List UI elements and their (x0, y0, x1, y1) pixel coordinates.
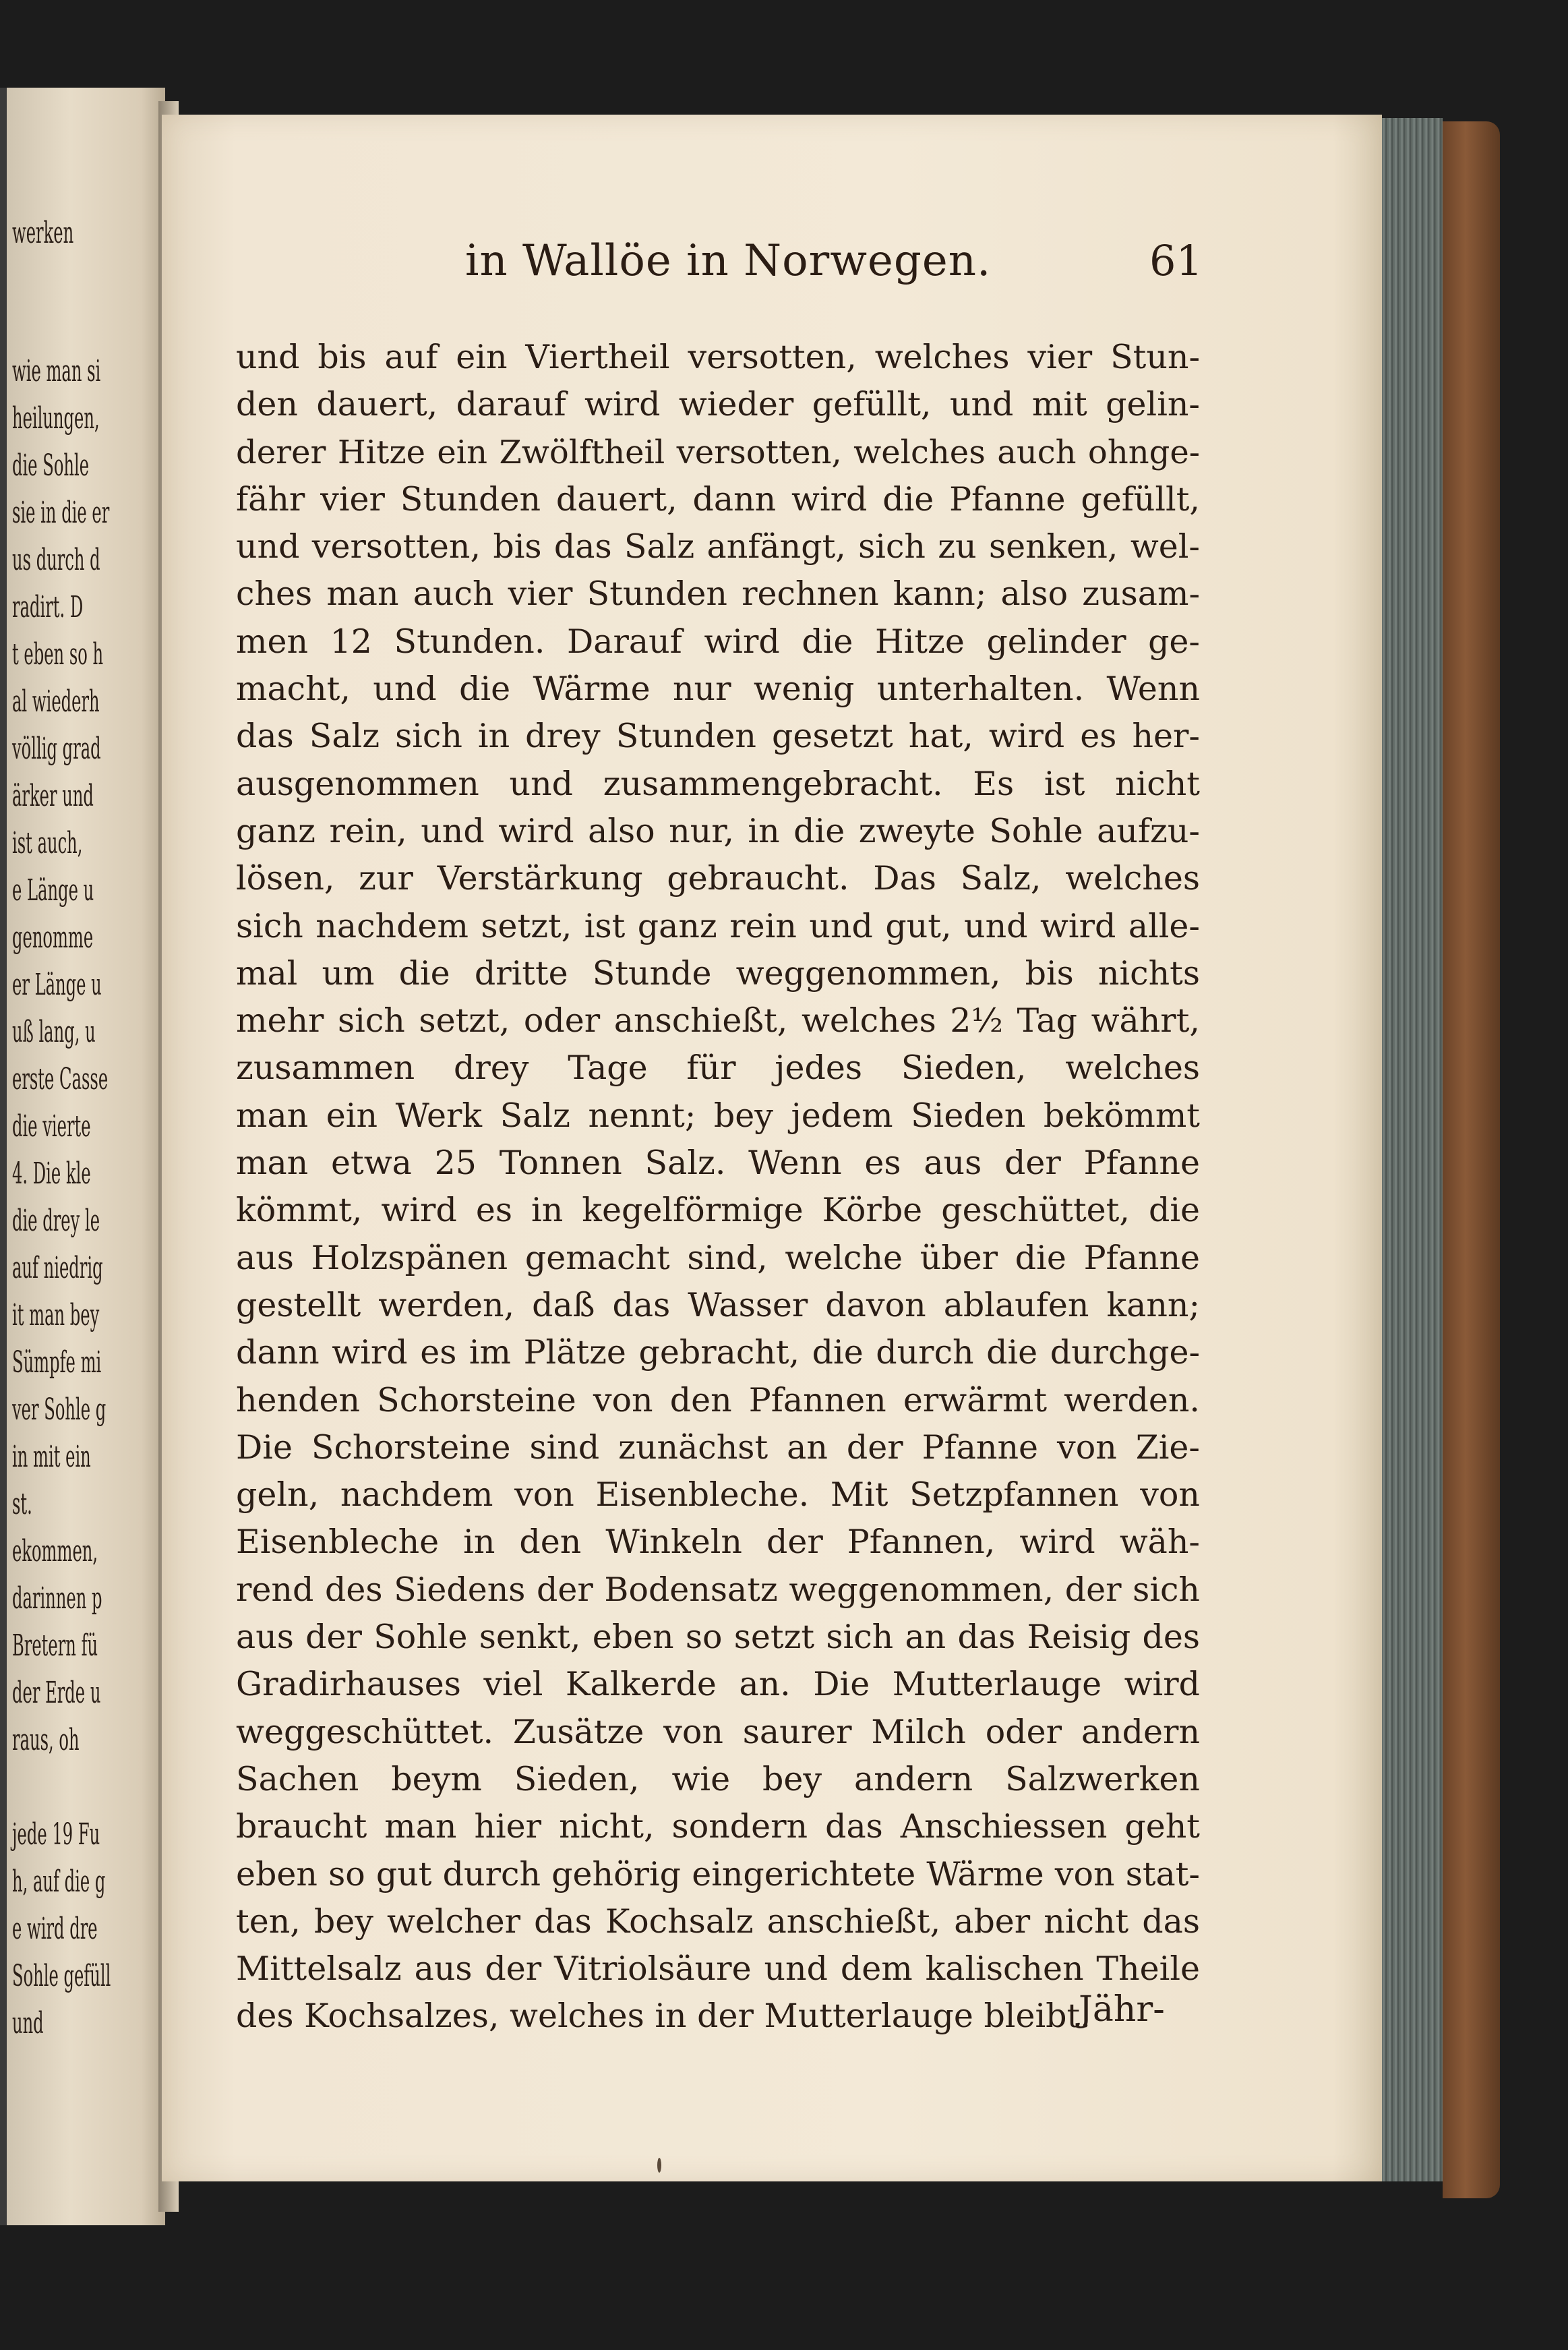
left-fragment: sie in die er (12, 496, 110, 530)
text-line: dann wird es im Plätze gebracht, die durch die durchge- (236, 1333, 1200, 1372)
left-fragment: darinnen p (12, 1581, 102, 1616)
left-fragment: die vierte (12, 1109, 91, 1144)
text-line: Gradirhauses viel Kalkerde an. Die Mutterlauge wird (236, 1665, 1200, 1704)
text-line: ten, bey welcher das Kochsalz anschießt, aber nicht das (236, 1902, 1200, 1941)
left-fragment: ist auch, (12, 826, 83, 860)
page-number: 61 (1149, 236, 1203, 285)
left-fragment: st. (12, 1487, 32, 1521)
left-fragment: e Länge u (12, 873, 94, 908)
text-line: den dauert, darauf wird wieder gefüllt, und mit gelin- (236, 385, 1200, 424)
text-line: das Salz sich in drey Stunden gesetzt hat, wird es her- (236, 717, 1200, 756)
text-line: ausgenommen und zusammengebracht. Es ist nicht (236, 764, 1200, 803)
text-line: man ein Werk Salz nennt; bey jedem Sieden bekömmt (236, 1096, 1200, 1135)
body-text (236, 334, 1200, 2040)
left-fragment: al wiederh (12, 684, 100, 719)
left-fragment: und (12, 2006, 44, 2040)
left-fragment: raus, oh (12, 1723, 80, 1757)
text-line: Sachen beym Sieden, wie bey andern Salzwerken (236, 1759, 1200, 1798)
text-line: lösen, zur Verstärkung gebraucht. Das Salz, welches (236, 859, 1200, 898)
text-line: zusammen drey Tage für jedes Sieden, welches (236, 1049, 1200, 1088)
left-fragment: Bretern fü (12, 1628, 98, 1663)
left-fragment: jede 19 Fu (12, 1817, 100, 1852)
text-line: ches man auch vier Stunden rechnen kann; also zusam- (236, 575, 1200, 614)
text-line: und bis auf ein Viertheil versotten, welches vier Stun- (236, 338, 1200, 376)
text-line: men 12 Stunden. Darauf wird die Hitze gelinder ge- (236, 622, 1200, 661)
text-line: sich nachdem setzt, ist ganz rein und gut, und wird alle- (236, 906, 1200, 945)
left-fragment: e wird dre (12, 1912, 98, 1946)
text-line: mehr sich setzt, oder anschießt, welches 2½ Tag währt, (236, 1001, 1200, 1040)
text-line: macht, und die Wärme nur wenig unterhalten. Wenn (236, 670, 1200, 709)
text-line: man etwa 25 Tonnen Salz. Wenn es aus der Pfanne (236, 1144, 1200, 1183)
text-line: fähr vier Stunden dauert, dann wird die Pfanne gefüllt, (236, 479, 1200, 519)
catchword: Jähr- (1079, 1989, 1165, 2030)
book-cover-edge (1443, 121, 1500, 2198)
left-fragment: wie man si (12, 354, 101, 388)
text-line: braucht man hier nicht, sondern das Anschiessen geht (236, 1807, 1200, 1846)
page-edges (1382, 118, 1443, 2181)
left-fragment: us durch d (12, 543, 100, 577)
text-line: Die Schorsteine sind zunächst an der Pfanne von Zie- (236, 1428, 1200, 1467)
left-page-edge (7, 88, 165, 2225)
text-line: mal um die dritte Stunde weggenommen, bis nichts (236, 953, 1200, 993)
left-fragment: der Erde u (12, 1676, 101, 1710)
left-fragment: Sümpfe mi (12, 1345, 102, 1380)
left-fragment: werken (12, 216, 74, 250)
left-fragment: die Sohle (12, 448, 90, 483)
left-fragment: radirt. D (12, 590, 84, 624)
text-line: und versotten, bis das Salz anfängt, sich zu senken, wel- (236, 527, 1200, 566)
left-fragment: in mit ein (12, 1440, 91, 1474)
left-fragment: h, auf die g (12, 1864, 106, 1899)
left-fragment: t eben so h (12, 637, 104, 672)
text-line: henden Schorsteine von den Pfannen erwärmt werden. (236, 1380, 1200, 1419)
left-fragment: ärker und (12, 779, 94, 813)
text-line: rend des Siedens der Bodensatz weggenommen, der sich (236, 1570, 1200, 1609)
paper-speck (657, 2158, 661, 2173)
left-fragment: er Länge u (12, 968, 102, 1002)
left-fragment: die drey le (12, 1204, 100, 1238)
text-line: ganz rein, und wird also nur, in die zweyte Sohle aufzu- (236, 811, 1200, 850)
left-fragment: uß lang, u (12, 1015, 96, 1049)
left-fragment: Sohle gefüll (12, 1959, 111, 1993)
text-line: eben so gut durch gehörig eingerichtete Wärme von stat- (236, 1854, 1200, 1893)
text-line: aus Holzspänen gemacht sind, welche über die Pfanne (236, 1238, 1200, 1277)
text-line: weggeschüttet. Zusätze von saurer Milch oder andern (236, 1712, 1200, 1751)
left-fragment: ekommen, (12, 1534, 98, 1568)
left-fragment: völlig grad (12, 732, 101, 766)
left-fragment: 4. Die kle (12, 1156, 91, 1191)
text-line: Eisenbleche in den Winkeln der Pfannen, wird wäh- (236, 1523, 1200, 1562)
left-fragment: erste Casse (12, 1062, 109, 1096)
text-line: kömmt, wird es in kegelförmige Körbe geschüttet, die (236, 1191, 1200, 1230)
text-line: Mittelsalz aus der Vitriolsäure und dem kalischen Theile (236, 1949, 1200, 1989)
left-fragment: it man bey (12, 1298, 100, 1332)
left-fragment: heilungen, (12, 401, 100, 436)
text-line: geln, nachdem von Eisenbleche. Mit Setzpfannen von (236, 1475, 1200, 1515)
left-fragment: genomme (12, 920, 94, 955)
text-line: aus der Sohle senkt, eben so setzt sich an das Reisig des (236, 1618, 1200, 1657)
text-line: des Kochsalzes, welches in der Mutterlauge bleibt. (236, 1997, 1091, 2036)
text-line: derer Hitze ein Zwölftheil versotten, welches auch ohnge- (236, 433, 1200, 471)
left-fragment: ver Sohle g (12, 1392, 107, 1427)
running-header-title: in Wallöe in Norwegen. (465, 236, 992, 286)
text-line: gestellt werden, daß das Wasser davon ablaufen kann; (236, 1285, 1200, 1324)
left-fragment: auf niedrig (12, 1251, 103, 1285)
